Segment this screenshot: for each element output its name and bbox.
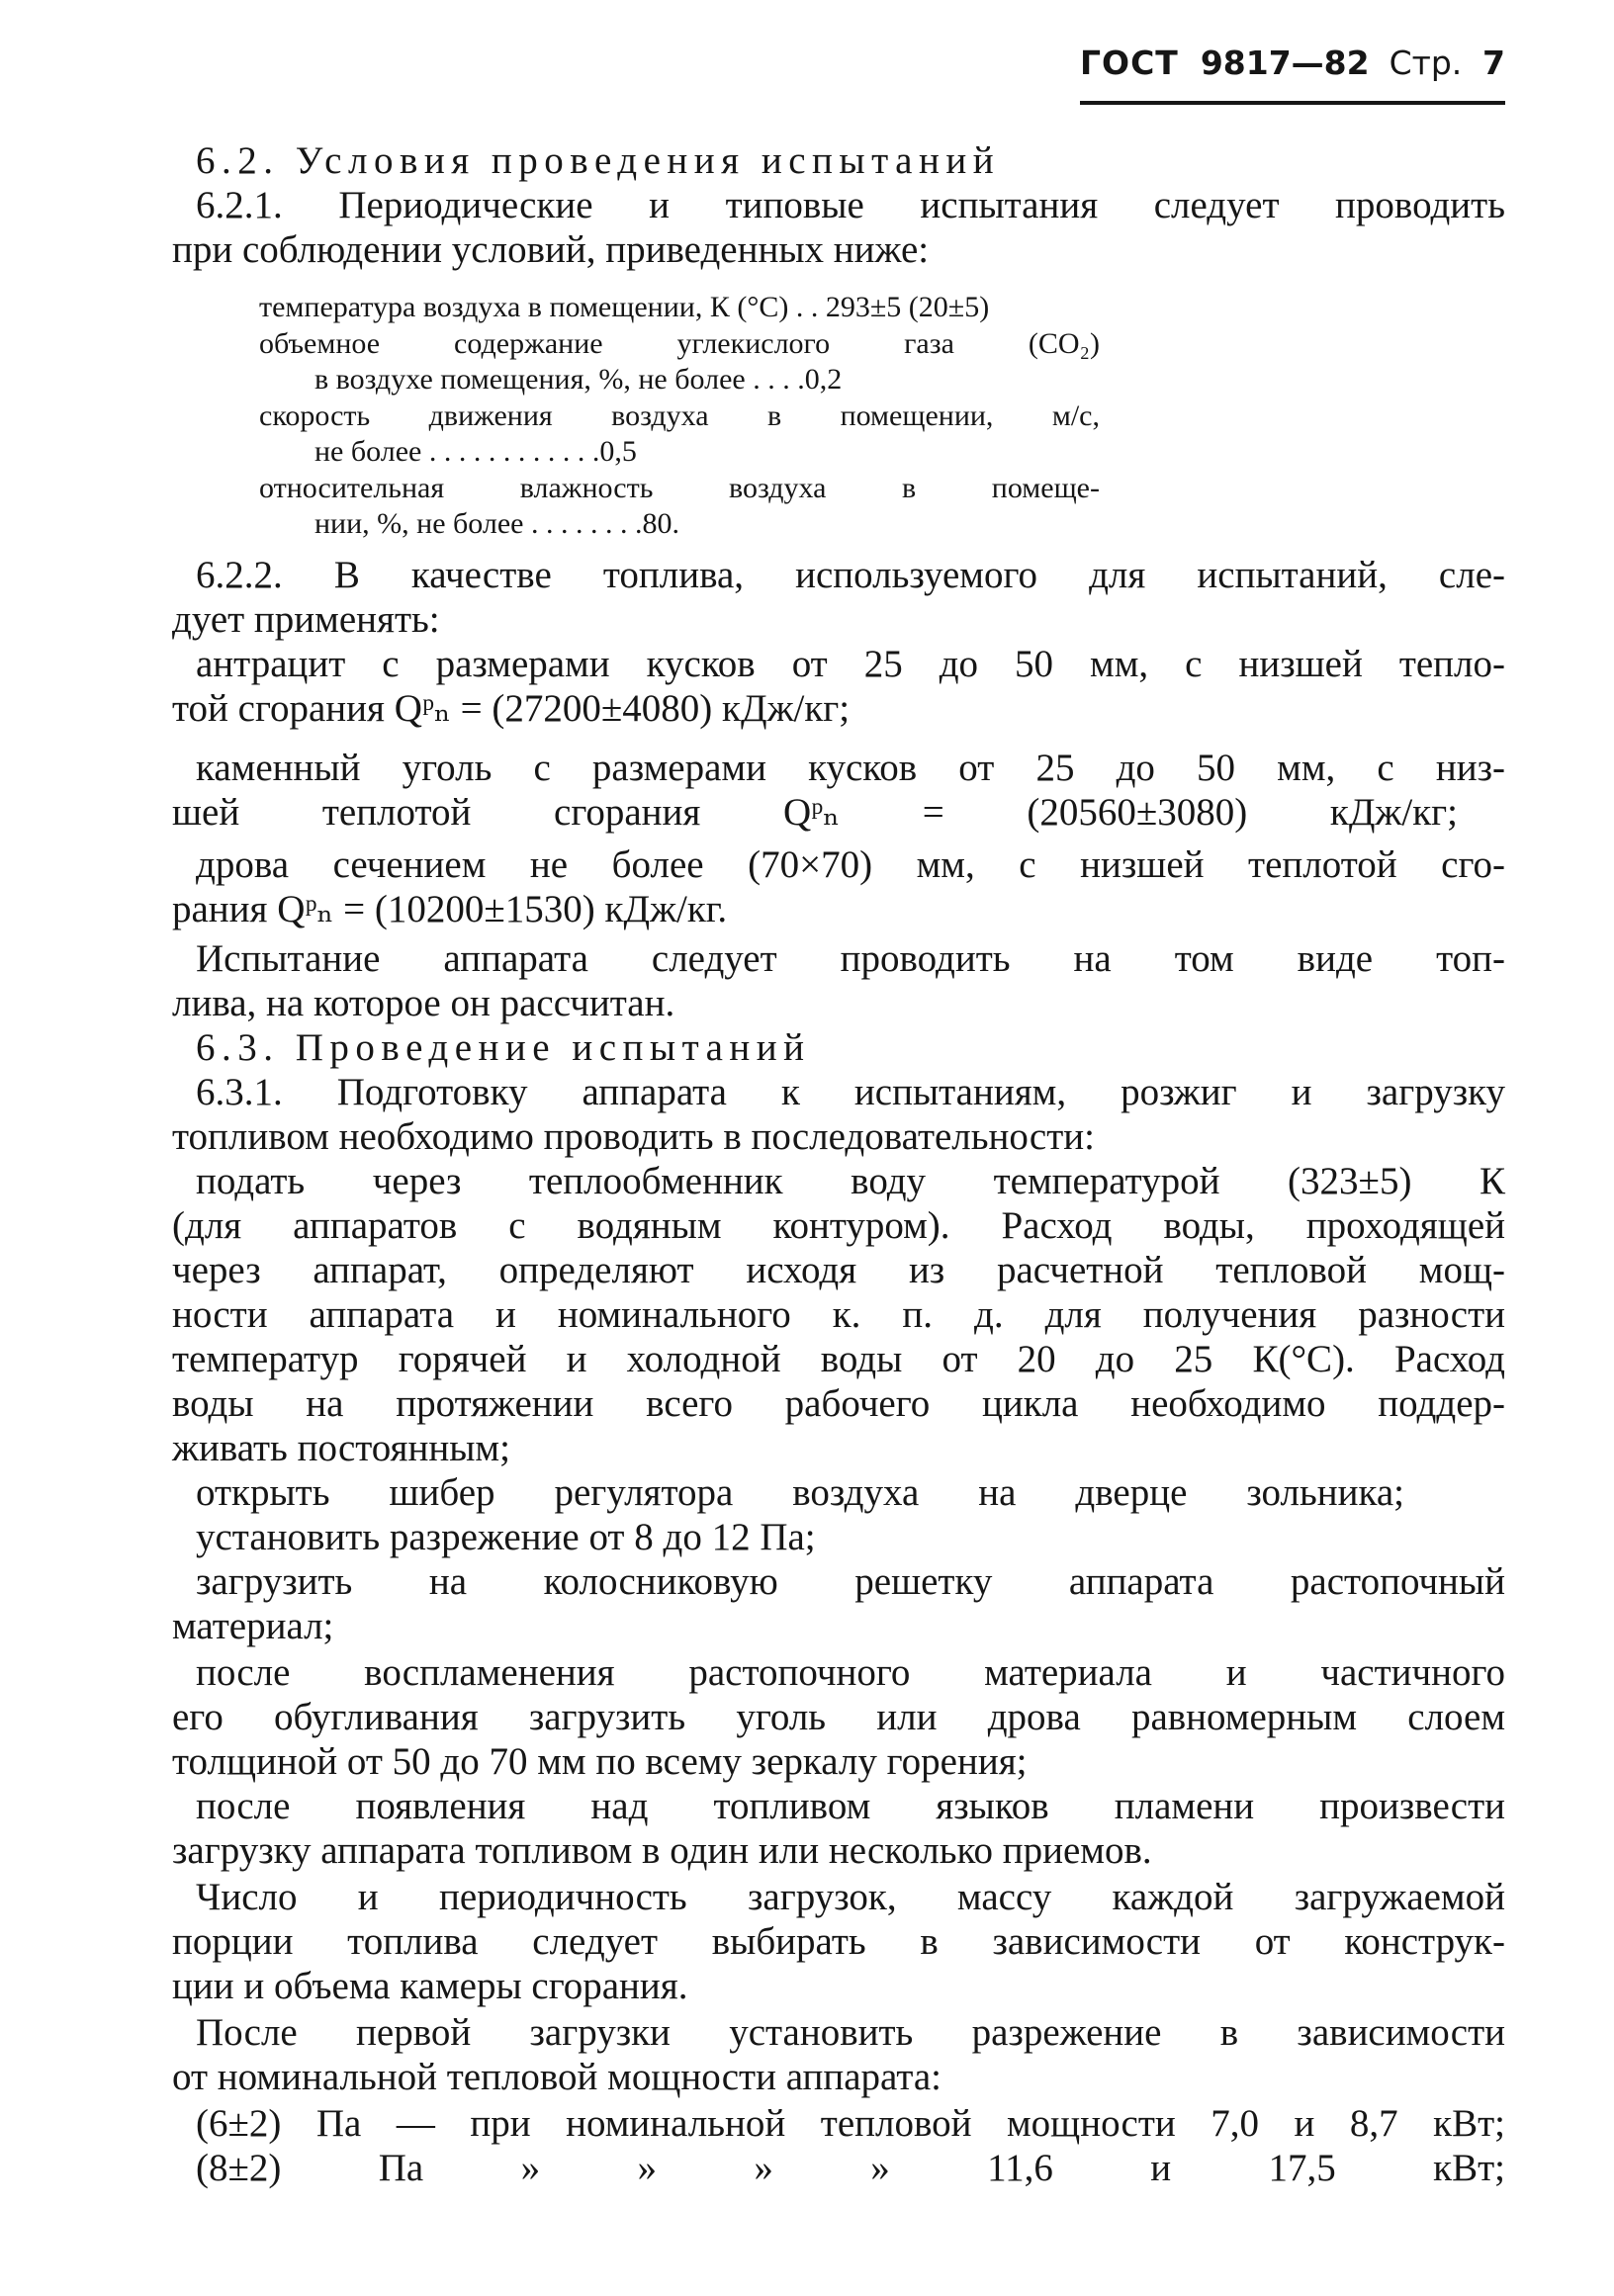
conditions-line: в воздухе помещения, %, не более . . . .0,2 bbox=[314, 363, 843, 396]
text-line: материал; bbox=[172, 1605, 334, 1647]
text-line: топливом необходимо проводить в последовательности: bbox=[172, 1115, 1095, 1158]
text-line: (6±2) Па — при номинальной тепловой мощности 7,0 и 8,7 кВт; bbox=[196, 2102, 1505, 2145]
page-header bbox=[1080, 44, 1505, 105]
text-line: ции и объема камеры сгорания. bbox=[172, 1965, 688, 2007]
conditions-line: не более . . . . . . . . . . . .0,5 bbox=[314, 435, 637, 468]
text-line: живать постоянным; bbox=[172, 1427, 510, 1469]
text-line: дрова сечением не более (70×70) мм, с низшей теплотой сго- bbox=[196, 843, 1505, 886]
standard-code: ГОСТ bbox=[1080, 44, 1179, 82]
conditions-line: объемное содержание углекислого газа (СО₂) bbox=[259, 327, 1100, 360]
section-heading: 6.2. Условия проведения испытаний bbox=[196, 139, 1001, 182]
section-heading: 6.3. Проведение испытаний bbox=[196, 1026, 811, 1069]
conditions-line: скорость движения воздуха в помещении, м/с, bbox=[259, 399, 1100, 432]
text-line: антрацит с размерами кусков от 25 до 50 мм, с низшей тепло- bbox=[196, 643, 1505, 685]
text-line: 6.2.2. В качестве топлива, используемого для испытаний, сле- bbox=[196, 554, 1505, 596]
text-line: его обугливания загрузить уголь или дрова равномерным слоем bbox=[172, 1696, 1505, 1738]
text-line: (8±2) Па » » » » 11,6 и 17,5 кВт; bbox=[196, 2147, 1505, 2189]
text-line: после появления над топливом языков пламени произвести bbox=[196, 1785, 1505, 1827]
text-line: загрузить на колосниковую решетку аппарата растопочный bbox=[196, 1560, 1505, 1603]
text-line: открыть шибер регулятора воздуха на дверце зольника; bbox=[196, 1471, 1404, 1514]
text-line: подать через теплообменник воду температурой (323±5) К bbox=[196, 1160, 1505, 1202]
text-line: лива, на которое он рассчитан. bbox=[172, 982, 675, 1024]
text-line: той сгорания Qᵖₙ = (27200±4080) кДж/кг; bbox=[172, 687, 851, 730]
text-line: После первой загрузки установить разрежение в зависимости bbox=[196, 2011, 1505, 2054]
text-line: каменный уголь с размерами кусков от 25 до 50 мм, с низ- bbox=[196, 747, 1505, 789]
text-line: толщиной от 50 до 70 мм по всему зеркалу горения; bbox=[172, 1740, 1028, 1783]
text-line: шей теплотой сгорания Qᵖₙ = (20560±3080) кДж/кг; bbox=[172, 791, 1458, 834]
text-line: дует применять: bbox=[172, 598, 440, 641]
text-line: воды на протяжении всего рабочего цикла необходимо поддер- bbox=[172, 1382, 1505, 1425]
text-line: температур горячей и холодной воды от 20 до 25 К(°С). Расход bbox=[172, 1338, 1505, 1380]
standard-number: 9817—82 bbox=[1200, 44, 1370, 82]
text-line: 6.3.1. Подготовку аппарата к испытаниям, розжиг и загрузку bbox=[196, 1071, 1505, 1113]
text-line: (для аппаратов с водяным контуром). Расход воды, проходящей bbox=[172, 1204, 1505, 1247]
text-line: порции топлива следует выбирать в зависимости от конструк- bbox=[172, 1920, 1505, 1963]
text-line: при соблюдении условий, приведенных ниже: bbox=[172, 228, 930, 271]
text-line: от номинальной тепловой мощности аппарата: bbox=[172, 2056, 942, 2098]
page-number: 7 bbox=[1482, 44, 1505, 82]
text-line: рания Qᵖₙ = (10200±1530) кДж/кг. bbox=[172, 888, 728, 930]
conditions-line: относительная влажность воздуха в помеще- bbox=[259, 472, 1100, 504]
text-line: 6.2.1. Периодические и типовые испытания следует проводить bbox=[196, 184, 1505, 226]
text-line: Число и периодичность загрузок, массу каждой загружаемой bbox=[196, 1876, 1505, 1918]
conditions-line: температура воздуха в помещении, К (°С) . . 293±5 (20±5) bbox=[259, 291, 990, 323]
text-line: ности аппарата и номинального к. п. д. для получения разности bbox=[172, 1293, 1505, 1336]
text-line: Испытание аппарата следует проводить на том виде топ- bbox=[196, 937, 1505, 980]
text-line: загрузку аппарата топливом в один или несколько приемов. bbox=[172, 1829, 1152, 1872]
text-line: установить разрежение от 8 до 12 Па; bbox=[196, 1516, 816, 1558]
conditions-line: нии, %, не более . . . . . . . .80. bbox=[314, 507, 679, 540]
page-label: Стр. bbox=[1389, 44, 1463, 82]
text-line: после воспламенения растопочного материала и частичного bbox=[196, 1651, 1505, 1694]
text-line: через аппарат, определяют исходя из расчетной тепловой мощ- bbox=[172, 1249, 1505, 1291]
